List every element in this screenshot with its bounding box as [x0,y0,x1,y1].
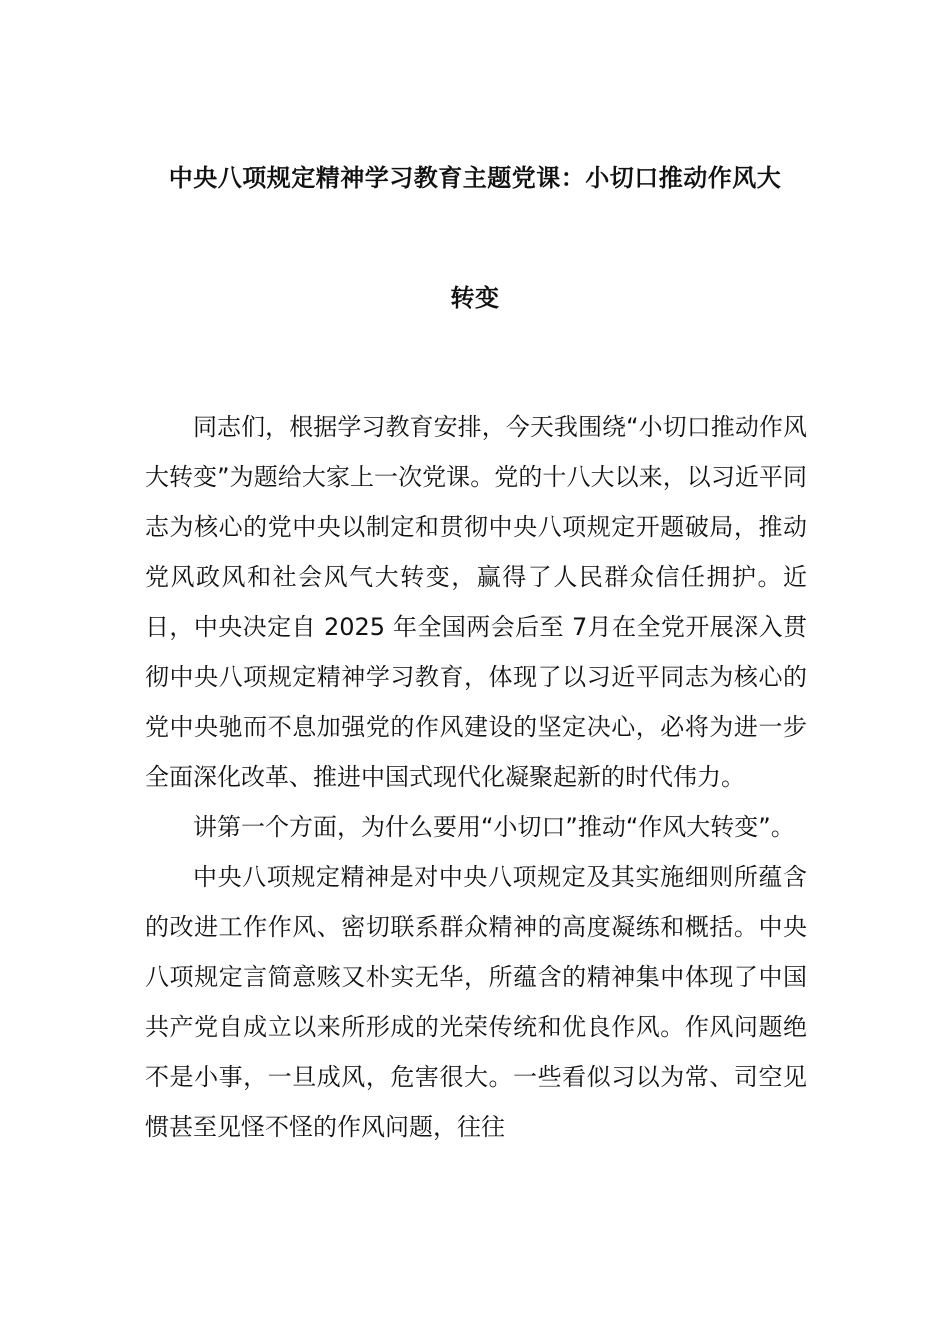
paragraph-section-body: 中央八项规定精神是对中央八项规定及其实施细则所蕴含的改进工作作风、密切联系群众精神的高度凝练和概括。中央八项规定言简意赅又朴实无华，所蕴含的精神集中体现了中国共产党自成立以来所形成的光荣传统和优良作风。作风问题绝不是小事，一旦成风，危害很大。一些看似习以为常、司空见惯甚至见怪不怪的作风问题，往往 [145,863,807,1141]
paragraph-intro: 同志们，根据学习教育安排，今天我围绕“小切口推动作风大转变”为题给大家上一次党课。党的十八大以来，以习近平同志为核心的党中央以制定和贯彻中央八项规定开题破局，推动党风政风和社会风气大转变，赢得了人民群众信任拥护。近日，中央决定自 2025 年全国两会后至 7月在全党开展深入贯彻中央八项规定精神学习教育，体现了以习近平同志为核心的党中央驰而不息加强党的作风建设的坚定决心，必将为进一步全面深化改革、推进中国式现代化凝聚起新的时代伟力。 [145,413,807,791]
paragraph-section-heading: 讲第一个方面，为什么要用“小切口”推动“作风大转变”。 [193,813,795,841]
document-body [145,402,807,1152]
document-title-line-1: 中央八项规定精神学习教育主题党课：小切口推动作风大 [168,164,782,192]
document-title-line-2: 转变 [450,284,500,312]
